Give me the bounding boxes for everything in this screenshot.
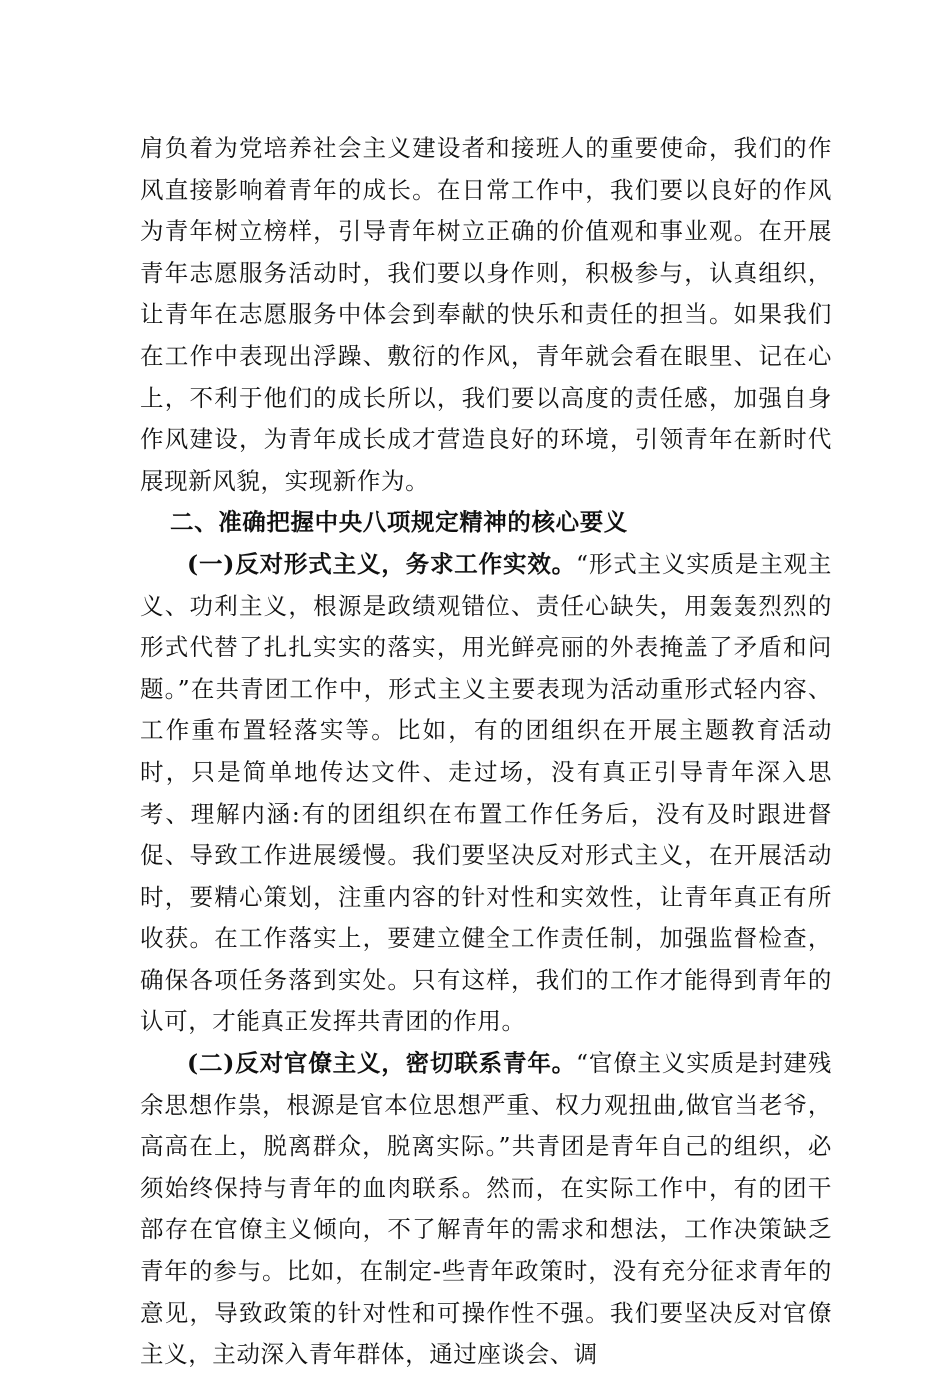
section-heading: 二、准确把握中央八项规定精神的核心要义 (170, 508, 628, 537)
body-paragraph-1: 肩负着为党培养社会主义建设者和接班人的重要使命，我们的作风直接影响着青年的成长。在日常工作中，我们要以良好的作风为青年树立榜样，引导青年树立正确的价值观和事业观。在开展青年志愿服务活动时，我们要以身作则，积极参与，认真组织，让青年在志愿服务中体会到奉献的快乐和责任的担当。如果我们在工作中表现出浮躁、敷衍的作风，青年就会看在眼里、记在心上，不利于他们的成长所以，我们要以高度的责任感，加强自身作风建设，为青年成长成才营造良好的环境，引领青年在新时代展现新风貌，实现新作为。 (140, 134, 832, 495)
body-paragraph-point-1 (140, 544, 832, 1043)
document-page (140, 128, 832, 1376)
body-paragraph-point-2 (140, 1043, 832, 1376)
point-1-title: (一)反对形式主义，务求工作实效。 (187, 549, 576, 578)
point-2-title: (二)反对官僚主义，密切联系青年。 (187, 1049, 576, 1078)
point-1-body: “形式主义实质是主观主义、功利主义，根源是政绩观错位、责任心缺失，用轰轰烈烈的形式代替了扎扎实实的落实，用光鲜亮丽的外表掩盖了矛盾和问题。”在共青团工作中，形式主义主要表现为活动重形式轻内容、工作重布置轻落实等。比如，有的团组织在开展主题教育活动时，只是简单地传达文件、走过场，没有真正引导青年深入思考、理解内涵:有的团组织在布置工作任务后，没有及时跟进督促、导致工作进展缓慢。我们要坚决反对形式主义，在开展活动时，要精心策划，注重内容的针对性和实效性，让青年真正有所收获。在工作落实上，要建立健全工作责任制，加强监督检查，确保各项任务落到实处。只有这样，我们的工作才能得到青年的认可，才能真正发挥共青团的作用。 (140, 549, 832, 1036)
point-2-body: “官僚主义实质是封建残余思想作祟，根源是官本位思想严重、权力观扭曲,做官当老爷，高高在上，脱离群众，脱离实际。”共青团是青年自己的组织，必须始终保持与青年的血肉联系。然而，在实际工作中，有的团干部存在官僚主义倾向，不了解青年的需求和想法，工作决策缺乏青年的参与。比如，在制定-些青年政策时，没有充分征求青年的意见，导致政策的针对性和可操作性不强。我们要坚决反对官僚主义，主动深入青年群体，通过座谈会、调 (140, 1049, 832, 1369)
